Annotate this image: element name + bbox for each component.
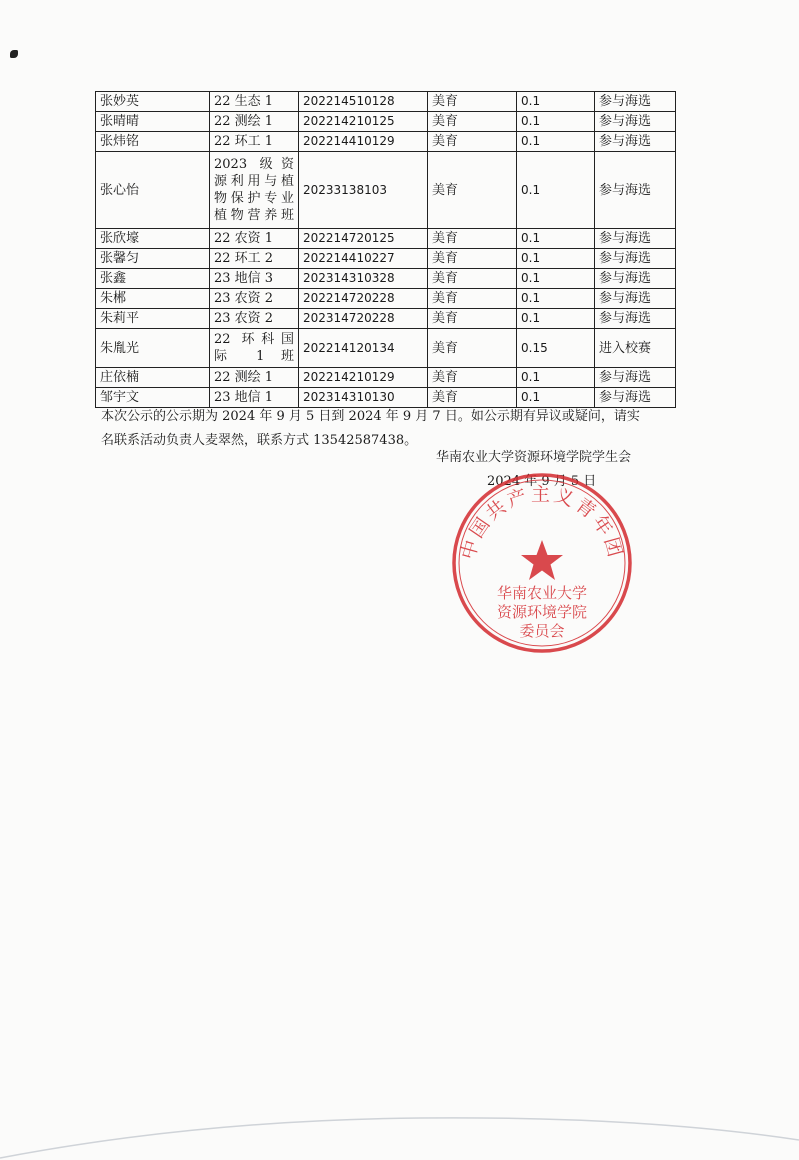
- cell-class: [210, 112, 299, 132]
- cell-name: 张鑫: [96, 269, 210, 289]
- cell-result: 参与海选: [595, 309, 676, 329]
- cell-result: 进入校赛: [595, 329, 676, 368]
- cell-student-id: 202214210129: [299, 368, 428, 388]
- cell-name: 张心怡: [96, 152, 210, 229]
- cell-class: [210, 289, 299, 309]
- cell-category: 美育: [428, 132, 517, 152]
- official-seal: [449, 470, 635, 656]
- notice-line-2: 名联系活动负责人麦翠然，联系方式 13542587438。: [101, 433, 418, 448]
- records-table: [95, 91, 676, 408]
- cell-student-id: 202214720125: [299, 229, 428, 249]
- cell-category: 美育: [428, 368, 517, 388]
- cell-category: 美育: [428, 229, 517, 249]
- class-line: 源利用与植: [214, 174, 294, 189]
- cell-score: 0.15: [517, 329, 595, 368]
- cell-score: 0.1: [517, 229, 595, 249]
- seal-inner-line-1: 华南农业大学: [496, 584, 588, 602]
- table-row: [96, 132, 676, 152]
- scan-edge-curve: [0, 1100, 799, 1160]
- class-line: 22 农资 1: [214, 231, 274, 246]
- class-line: 际 1 班: [214, 349, 294, 364]
- cell-category: 美育: [428, 329, 517, 368]
- issue-date: 2024 年 9 月 5 日: [487, 474, 597, 489]
- cell-category: 美育: [428, 289, 517, 309]
- cell-result: 参与海选: [595, 249, 676, 269]
- seal-outer-text: 中国共产主义青年团: [457, 483, 627, 563]
- cell-category: 美育: [428, 112, 517, 132]
- cell-category: 美育: [428, 92, 517, 112]
- cell-category: 美育: [428, 269, 517, 289]
- class-line: 22 测绘 1: [214, 370, 274, 385]
- cell-category: 美育: [428, 309, 517, 329]
- cell-score: 0.1: [517, 112, 595, 132]
- cell-category: 美育: [428, 152, 517, 229]
- cell-name: 庄依楠: [96, 368, 210, 388]
- cell-score: 0.1: [517, 289, 595, 309]
- cell-score: 0.1: [517, 269, 595, 289]
- cell-class: [210, 229, 299, 249]
- cell-student-id: 202314720228: [299, 309, 428, 329]
- cell-score: 0.1: [517, 388, 595, 408]
- class-line: 23 农资 2: [214, 311, 274, 326]
- cell-category: 美育: [428, 249, 517, 269]
- seal-inner-line-3: 委员会: [519, 622, 565, 640]
- cell-student-id: 202214410227: [299, 249, 428, 269]
- cell-score: 0.1: [517, 152, 595, 229]
- table-row: [96, 112, 676, 132]
- class-line: 23 地信 1: [214, 390, 274, 405]
- cell-category: 美育: [428, 388, 517, 408]
- seal-inner-line-2: 资源环境学院: [496, 603, 588, 621]
- class-line: 23 地信 3: [214, 271, 274, 286]
- table-row: [96, 289, 676, 309]
- table-row: [96, 152, 676, 229]
- table-row: [96, 309, 676, 329]
- cell-student-id: 202314310328: [299, 269, 428, 289]
- cell-result: 参与海选: [595, 289, 676, 309]
- class-line: 物保护专业: [214, 191, 294, 206]
- class-line: 23 农资 2: [214, 291, 274, 306]
- table-row: [96, 269, 676, 289]
- cell-result: 参与海选: [595, 269, 676, 289]
- cell-result: 参与海选: [595, 229, 676, 249]
- cell-student-id: 202214410129: [299, 132, 428, 152]
- cell-score: 0.1: [517, 249, 595, 269]
- class-line: 2023 级资: [214, 157, 294, 172]
- cell-student-id: 20233138103: [299, 152, 428, 229]
- cell-class: [210, 152, 299, 229]
- cell-class: [210, 368, 299, 388]
- class-line: 22 测绘 1: [214, 114, 274, 129]
- cell-name: 张晴晴: [96, 112, 210, 132]
- table-row: [96, 249, 676, 269]
- cell-class: [210, 269, 299, 289]
- cell-student-id: 202314310130: [299, 388, 428, 408]
- cell-result: 参与海选: [595, 388, 676, 408]
- cell-class: [210, 329, 299, 368]
- cell-name: 张欣壕: [96, 229, 210, 249]
- cell-class: [210, 92, 299, 112]
- cell-student-id: 202214210125: [299, 112, 428, 132]
- scan-mark: [10, 50, 18, 58]
- table-row: [96, 329, 676, 368]
- issuing-organization: 华南农业大学资源环境学院学生会: [436, 450, 632, 465]
- cell-class: [210, 309, 299, 329]
- cell-student-id: 202214510128: [299, 92, 428, 112]
- table-row: [96, 92, 676, 112]
- class-line: 22 环科国: [214, 332, 294, 347]
- cell-name: 张馨匀: [96, 249, 210, 269]
- cell-name: 朱郴: [96, 289, 210, 309]
- cell-score: 0.1: [517, 368, 595, 388]
- class-line: 22 环工 1: [214, 134, 274, 149]
- table-row: [96, 229, 676, 249]
- cell-class: [210, 249, 299, 269]
- cell-class: [210, 132, 299, 152]
- cell-name: 张炜铭: [96, 132, 210, 152]
- class-line: 22 环工 2: [214, 251, 274, 266]
- cell-name: 邹宇文: [96, 388, 210, 408]
- cell-result: 参与海选: [595, 132, 676, 152]
- cell-name: 朱胤光: [96, 329, 210, 368]
- cell-score: 0.1: [517, 92, 595, 112]
- cell-result: 参与海选: [595, 92, 676, 112]
- cell-result: 参与海选: [595, 368, 676, 388]
- cell-score: 0.1: [517, 132, 595, 152]
- cell-score: 0.1: [517, 309, 595, 329]
- cell-result: 参与海选: [595, 112, 676, 132]
- cell-student-id: 202214720228: [299, 289, 428, 309]
- class-line: 22 生态 1: [214, 94, 274, 109]
- cell-name: 朱莉平: [96, 309, 210, 329]
- notice-line-1: 本次公示的公示期为 2024 年 9 月 5 日到 2024 年 9 月 7 日。如公示期有异议或疑问，请实: [101, 409, 640, 424]
- class-line: 植物营养班: [214, 208, 294, 223]
- cell-name: 张妙英: [96, 92, 210, 112]
- cell-result: 参与海选: [595, 152, 676, 229]
- cell-student-id: 202214120134: [299, 329, 428, 368]
- table-row: [96, 368, 676, 388]
